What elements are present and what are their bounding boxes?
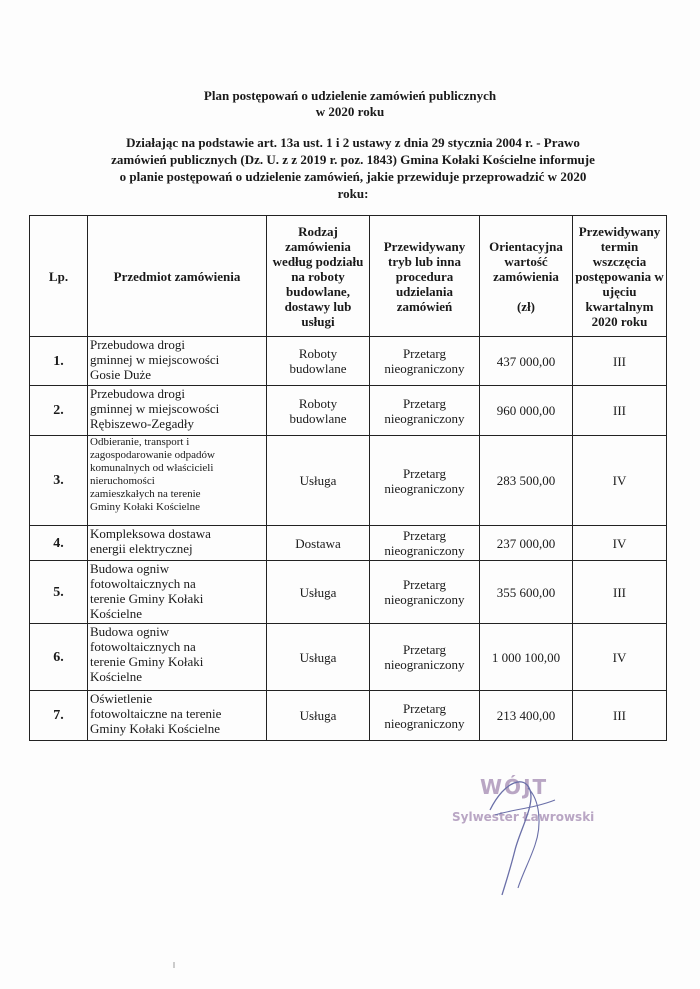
header-type-line: budowlane,	[286, 283, 350, 299]
row-term: III	[573, 337, 667, 386]
row-type	[267, 561, 370, 624]
header-value	[480, 216, 573, 337]
row-type	[267, 526, 370, 561]
header-mode-line: tryb lub inna	[388, 253, 461, 269]
row-value: 283 500,00	[480, 436, 573, 526]
table-row	[30, 561, 667, 624]
header-type-line: dostawy lub	[284, 298, 352, 314]
row-mode	[370, 386, 480, 436]
type-line: Usługa	[299, 584, 337, 600]
row-term: III	[573, 386, 667, 436]
subject-line: gminnej w miejscowości	[90, 401, 220, 416]
mode-line: Przetarg	[402, 395, 447, 411]
mode-line: nieograniczony	[384, 543, 465, 558]
header-mode-line: zamówień	[396, 298, 453, 314]
stamp-name: Sylwester Ławrowski	[452, 810, 595, 824]
row-subject	[88, 561, 267, 624]
header-mode-line: udzielania	[395, 283, 454, 299]
subject-line: Przebudowa drogi	[90, 386, 185, 401]
mode-line: Przetarg	[402, 700, 447, 716]
header-term-line: termin wszczęcia	[592, 238, 647, 269]
header-type	[267, 216, 370, 337]
mode-line: Przetarg	[402, 465, 447, 481]
header-mode-line: procedura	[395, 268, 454, 284]
subject-line: terenie Gminy Kołaki	[90, 591, 204, 606]
row-number: 2.	[30, 386, 88, 436]
row-value: 237 000,00	[480, 526, 573, 561]
intro-paragraph	[75, 134, 631, 202]
row-number: 5.	[30, 561, 88, 624]
row-value: 437 000,00	[480, 337, 573, 386]
row-subject	[88, 526, 267, 561]
row-term: IV	[573, 624, 667, 691]
mode-line: nieograniczony	[384, 410, 465, 426]
subject-line: terenie Gminy Kołaki	[90, 654, 204, 669]
subject-line: Rębiszewo-Zegadły	[90, 416, 194, 431]
intro-line: roku:	[337, 186, 369, 201]
row-value: 213 400,00	[480, 691, 573, 741]
header-value-line: Orientacyjna	[489, 238, 563, 254]
subject-line: nieruchomości	[90, 475, 155, 487]
subject-line: energii elektrycznej	[90, 541, 193, 556]
title-line: w 2020 roku	[315, 104, 385, 119]
type-line: budowlane	[289, 361, 347, 376]
type-line: Usługa	[299, 473, 337, 488]
type-line: Usługa	[299, 649, 337, 665]
header-term-line: Przewidywany	[578, 223, 661, 239]
subject-line: Kompleksowa dostawa	[90, 526, 211, 541]
row-type	[267, 624, 370, 691]
header-type-line: usługi	[301, 313, 335, 329]
header-value-unit: (zł)	[516, 298, 536, 314]
row-number: 7.	[30, 691, 88, 741]
subject-line: komunalnych od właścicieli	[90, 462, 214, 474]
subject-line: fotowoltaicznych na	[90, 639, 196, 654]
row-number: 1.	[30, 337, 88, 386]
type-line: Usługa	[299, 708, 337, 723]
subject-line: Gosie Duże	[90, 367, 152, 382]
header-type-line: Rodzaj	[298, 223, 338, 239]
subject-line: Kościelne	[90, 669, 142, 684]
table-row	[30, 386, 667, 436]
table-header-row	[30, 216, 667, 337]
row-mode	[370, 436, 480, 526]
type-line: Roboty	[298, 395, 338, 411]
scan-speck	[173, 962, 175, 968]
header-lp: Lp.	[30, 216, 88, 337]
type-line: budowlane	[289, 410, 347, 426]
row-term: IV	[573, 436, 667, 526]
row-type	[267, 436, 370, 526]
row-mode	[370, 561, 480, 624]
row-mode	[370, 624, 480, 691]
intro-line: zamówień publicznych (Dz. U. z z 2019 r. poz. 1843) Gmina Kołaki Kościelne informuje	[111, 152, 595, 167]
subject-line: Kościelne	[90, 606, 142, 621]
row-term: IV	[573, 526, 667, 561]
subject-line: Przebudowa drogi	[90, 337, 185, 352]
subject-line: fotowoltaicznych na	[90, 576, 196, 591]
mode-line: Przetarg	[402, 642, 447, 657]
row-type	[267, 691, 370, 741]
mode-line: Przetarg	[402, 528, 447, 543]
row-value: 960 000,00	[480, 386, 573, 436]
intro-line: Działając na podstawie art. 13a ust. 1 i 2 ustawy z dnia 29 stycznia 2004 r. - Prawo	[126, 135, 580, 150]
mode-line: nieograniczony	[384, 361, 465, 376]
row-subject	[88, 337, 267, 386]
procurement-plan-table	[29, 215, 667, 741]
row-type	[267, 337, 370, 386]
header-term	[573, 216, 667, 337]
mode-line: nieograniczony	[384, 657, 465, 672]
table-row	[30, 337, 667, 386]
subject-line: fotowoltaiczne na terenie	[90, 706, 222, 721]
header-subject: Przedmiot zamówienia	[88, 216, 267, 337]
row-mode	[370, 691, 480, 741]
stamp-office: WÓJT	[480, 775, 549, 799]
intro-line: o planie postępowań o udzielenie zamówień, jakie przewiduje przeprowadzić w 2020	[119, 169, 587, 184]
table-row	[30, 526, 667, 561]
table-row	[30, 691, 667, 741]
mode-line: nieograniczony	[384, 480, 465, 496]
subject-line: Oświetlenie	[90, 691, 153, 706]
row-term: III	[573, 691, 667, 741]
table-row	[30, 436, 667, 526]
header-term-line: ujęciu kwartalnym	[585, 283, 654, 314]
header-value-line: zamówienia	[493, 268, 559, 284]
mode-line: Przetarg	[402, 346, 447, 361]
row-value: 1 000 100,00	[480, 624, 573, 691]
mode-line: nieograniczony	[384, 715, 465, 731]
mode-line: nieograniczony	[384, 592, 465, 607]
subject-line: zagospodarowanie odpadów	[90, 449, 215, 461]
header-value-line: wartość	[504, 253, 548, 269]
type-line: Roboty	[298, 346, 338, 361]
row-number: 3.	[30, 436, 88, 526]
row-type	[267, 386, 370, 436]
subject-line: Gminy Kołaki Kościelne	[90, 501, 200, 513]
row-term: III	[573, 561, 667, 624]
subject-line: gminnej w miejscowości	[90, 352, 220, 367]
row-value: 355 600,00	[480, 561, 573, 624]
row-subject	[88, 436, 267, 526]
row-mode	[370, 526, 480, 561]
table-row	[30, 624, 667, 691]
row-number: 4.	[30, 526, 88, 561]
type-line: Dostawa	[295, 535, 341, 551]
header-type-line: zamówienia	[285, 238, 351, 254]
subject-line: Budowa ogniw	[90, 561, 170, 576]
handwritten-signature-icon	[480, 770, 570, 900]
header-term-line: 2020 roku	[591, 313, 648, 329]
header-type-line: według podziału	[272, 253, 364, 269]
row-mode	[370, 337, 480, 386]
row-subject	[88, 386, 267, 436]
subject-line: Gminy Kołaki Kościelne	[90, 721, 220, 736]
subject-line: zamieszkałych na terenie	[90, 488, 201, 500]
header-mode-line: Przewidywany	[383, 238, 466, 254]
row-number: 6.	[30, 624, 88, 691]
header-term-line: postępowania w	[575, 268, 664, 284]
row-subject	[88, 691, 267, 741]
header-mode	[370, 216, 480, 337]
mode-line: Przetarg	[402, 577, 447, 592]
subject-line: Odbieranie, transport i	[90, 436, 190, 448]
title-line: Plan postępowań o udzielenie zamówień publicznych	[203, 88, 497, 103]
header-type-line: na roboty	[291, 268, 345, 284]
document-title	[80, 88, 620, 120]
row-subject	[88, 624, 267, 691]
subject-line: Budowa ogniw	[90, 624, 170, 639]
